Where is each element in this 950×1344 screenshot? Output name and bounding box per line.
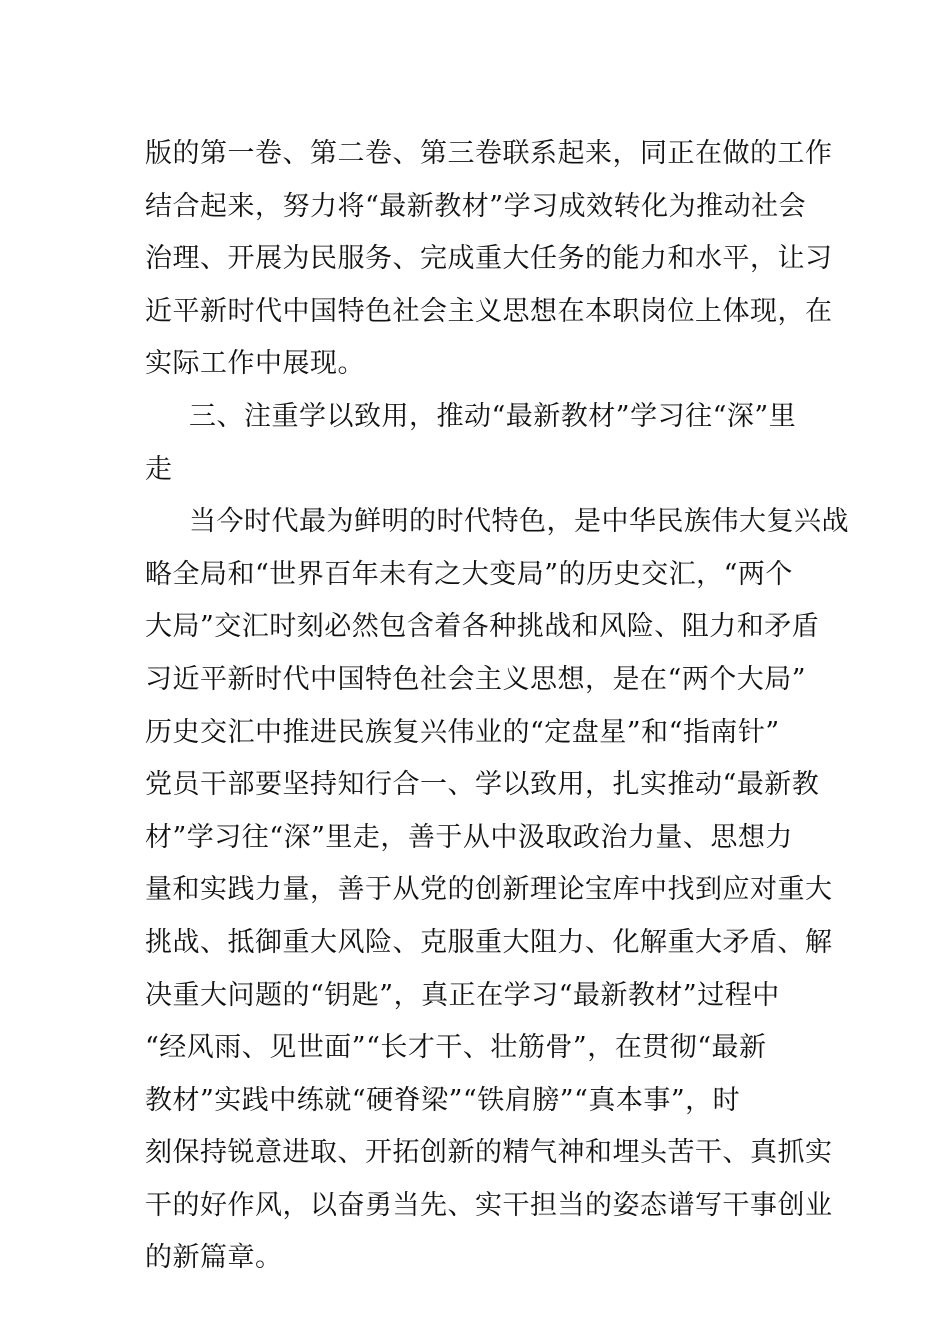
text-line: 结合起来，努力将“最新教材”学习成效转化为推动社会 <box>145 190 807 222</box>
text-line: 挑战、抵御重大风险、克服重大阻力、化解重大矛盾、解 <box>145 926 833 958</box>
section-heading <box>145 391 815 496</box>
text-line: 近平新时代中国特色社会主义思想在本职岗位上体现，在 <box>145 295 833 327</box>
text-line: 材”学习往“深”里走，善于从中汲取政治力量、思想力 <box>145 821 793 853</box>
text-line: 大局”交汇时刻必然包含着各种挑战和风险、阻力和矛盾 <box>145 611 820 643</box>
text-line: 决重大问题的“钥匙”，真正在学习“最新教材”过程中 <box>145 979 780 1011</box>
text-line: 治理、开展为民服务、完成重大任务的能力和水平，让习 <box>145 243 833 275</box>
text-line: 实际工作中展现。 <box>145 348 365 380</box>
text-line: 量和实践力量，善于从党的创新理论宝库中找到应对重大 <box>145 874 833 906</box>
text-line: 教材”实践中练就“硬脊梁”“铁肩膀”“真本事”，时 <box>145 1084 741 1116</box>
paragraph-continuation <box>145 128 833 391</box>
paragraph-body <box>145 496 849 1285</box>
heading-line: 走 <box>145 453 173 485</box>
heading-line: 三、注重学以致用，推动“最新教材”学习往“深”里 <box>189 400 797 432</box>
text-line: 的新篇章。 <box>145 1242 283 1274</box>
text-line: 干的好作风，以奋勇当先、实干担当的姿态谱写干事创业 <box>145 1189 833 1221</box>
text-line: 历史交汇中推进民族复兴伟业的“定盘星”和“指南针” <box>145 716 780 748</box>
text-line: 版的第一卷、第二卷、第三卷联系起来，同正在做的工作 <box>145 138 833 169</box>
text-line: “经风雨、见世面”“长才干、壮筋骨”，在贯彻“最新 <box>145 1032 767 1064</box>
text-line: 略全局和“世界百年未有之大变局”的历史交汇，“两个 <box>145 558 793 590</box>
text-line: 刻保持锐意进取、开拓创新的精气神和埋头苦干、真抓实 <box>145 1137 833 1169</box>
text-line: 党员干部要坚持知行合一、学以致用，扎实推动“最新教 <box>145 769 820 801</box>
text-line: 习近平新时代中国特色社会主义思想，是在“两个大局” <box>145 663 807 695</box>
text-line: 当今时代最为鲜明的时代特色，是中华民族伟大复兴战 <box>189 506 849 538</box>
document-body <box>145 128 849 1285</box>
